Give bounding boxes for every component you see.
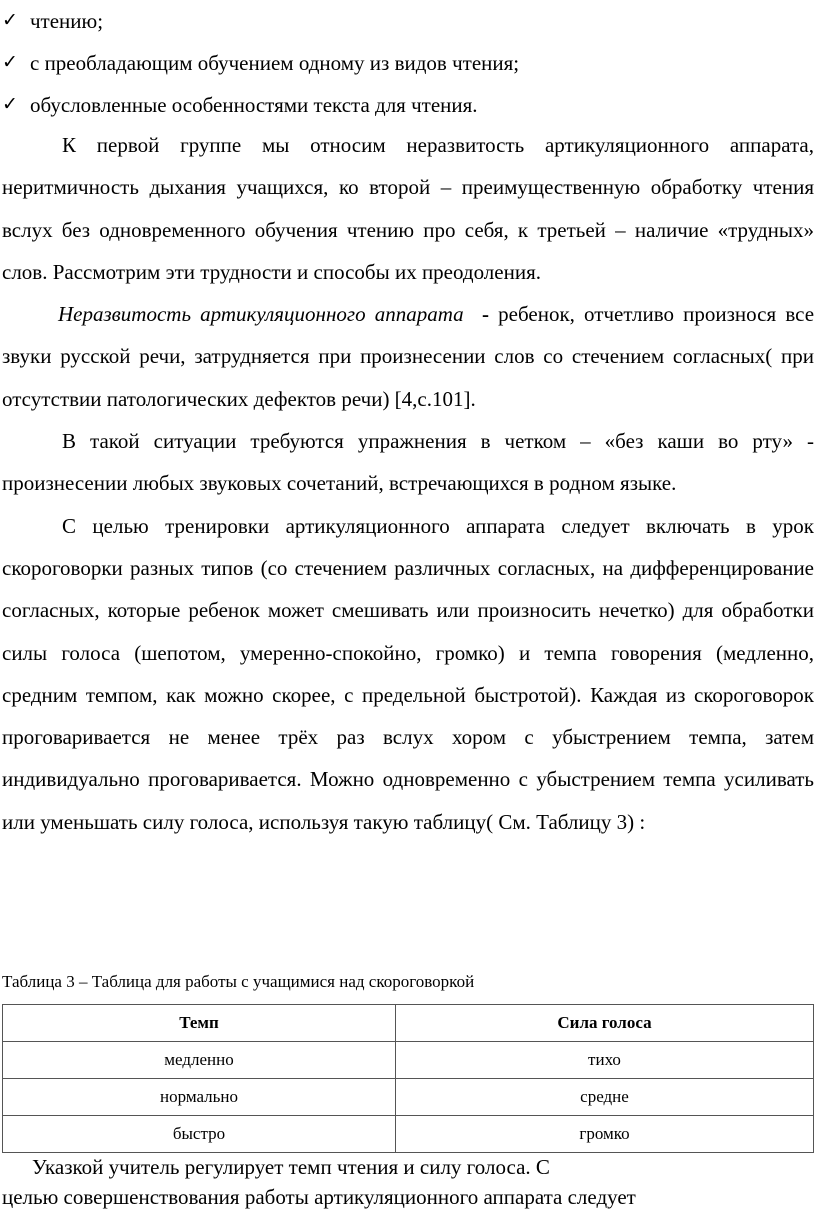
term-dash: - xyxy=(482,302,489,327)
list-item-text: обусловленные особенностями текста для чтения. xyxy=(30,93,478,117)
table-row xyxy=(3,1116,814,1153)
table-row xyxy=(3,1042,814,1079)
list-item xyxy=(0,84,816,126)
table-cell: громко xyxy=(396,1116,814,1153)
closing-line-2: целью совершенствования работы артикуляционного аппарата следует xyxy=(2,1185,636,1209)
column-header-tempo: Темп xyxy=(3,1005,396,1042)
italic-term: Неразвитость артикуляционного аппарата xyxy=(58,302,464,327)
closing-text xyxy=(2,1152,814,1212)
paragraph-articulation-text: ребенок, отчетливо произнося все звуки русской речи, затрудняется при произнесении слов со стечением согласных( при отсутствии патологических дефектов речи) [4,с.101]. xyxy=(2,302,815,411)
table-cell: нормально xyxy=(3,1079,396,1116)
list-item xyxy=(0,0,816,42)
closing-line-1: Указкой учитель регулирует темп чтения и силу голоса. С xyxy=(32,1155,550,1179)
tempo-volume-table xyxy=(2,1004,814,1153)
paragraph-exercises: В такой ситуации требуются упражнения в четком – «без каши во рту» - произнесении любых звуковых сочетаний, встречающихся в родном языке. xyxy=(2,429,814,496)
paragraph-tongue-twisters: С целью тренировки артикуляционного аппарата следует включать в урок скороговорки разных типов (со стечением различных согласных, на дифференцирование согласных, которые ребенок может смешивать или произносить нечетко) для обработки силы голоса (шепотом, умеренно-спокойно, громко) и темпа говорения (медленно, средним темпом, как можно скорее, с предельной быстротой). Каждая из скороговорок проговаривается не менее трёх раз вслух хором с убыстрением темпа, затем индивидуально проговаривается. Можно одновременно с убыстрением темпа усиливать или уменьшать силу голоса, используя такую таблицу( См. Таблицу 3) : xyxy=(2,513,814,834)
paragraph-groups: К первой группе мы относим неразвитость артикуляционного аппарата, неритмичность дыхания учащихся, ко второй – преимущественную обработку чтения вслух без одновременного обучения чтению про себя, к третьей – наличие «трудных» слов. Рассмотрим эти трудности и способы их преодоления. xyxy=(2,133,814,284)
table-cell: быстро xyxy=(3,1116,396,1153)
checkmark-icon: ✓ xyxy=(2,52,18,73)
table-cell: средне xyxy=(396,1079,814,1116)
column-header-volume: Сила голоса xyxy=(396,1005,814,1042)
list-item-text: чтению; xyxy=(30,9,104,33)
paragraph-articulation xyxy=(2,293,814,420)
table-caption: Таблица 3 – Таблица для работы с учащимися над скороговоркой xyxy=(2,972,475,991)
table-row xyxy=(3,1079,814,1116)
checkmark-icon: ✓ xyxy=(2,94,18,115)
checkmark-icon: ✓ xyxy=(2,10,18,31)
table-header-row xyxy=(3,1005,814,1042)
bullet-list xyxy=(0,0,816,126)
list-item-text: с преобладающим обучением одному из видов чтения; xyxy=(30,51,520,75)
body-text xyxy=(2,124,814,843)
table-cell: медленно xyxy=(3,1042,396,1079)
table-cell: тихо xyxy=(396,1042,814,1079)
list-item xyxy=(0,42,816,84)
